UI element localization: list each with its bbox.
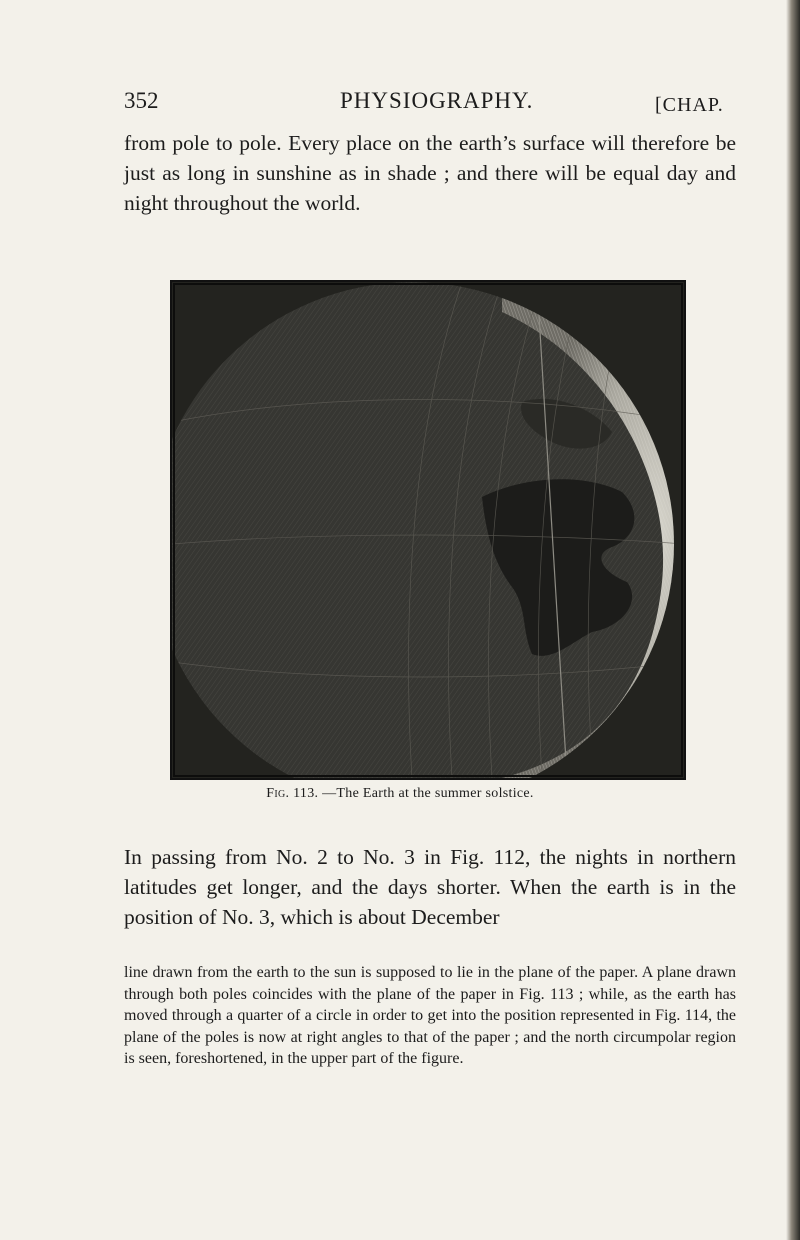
figure-caption-text: —The Earth at the summer solstice. xyxy=(322,786,534,801)
chapter-mark: [CHAP. xyxy=(655,94,724,116)
page-edge-shadow xyxy=(786,0,800,1240)
page-number: 352 xyxy=(124,88,159,113)
running-header xyxy=(0,88,800,122)
figure-label: Fig. 113. xyxy=(266,786,319,801)
paragraph-middle: In passing from No. 2 to No. 3 in Fig. 112, the nights in northern latitudes get longer, and the days shorter. When the earth is in the position of No. 3, which is about December xyxy=(124,845,736,929)
running-title: PHYSIOGRAPHY. xyxy=(340,88,534,113)
figure-caption xyxy=(0,786,800,802)
paragraph-top: from pole to pole. Every place on the earth’s surface will therefore be just as long in sunshine as in shade ; and there will be equal day and night throughout the world. xyxy=(124,131,736,215)
earth-globe-drawing xyxy=(172,282,684,778)
earth-illustration xyxy=(170,280,686,780)
paragraph-footnote: line drawn from the earth to the sun is supposed to lie in the plane of the paper. A plane drawn through both poles coincides with the plane of the paper in Fig. 113 ; while, as the earth has moved through a quarter of a circle in order to get into the position represented in Fig. 114, the plane of the poles is now at right angles to that of the paper ; and the north circumpolar region is seen, foreshortened, in the upper part of the figure. xyxy=(124,964,736,1067)
